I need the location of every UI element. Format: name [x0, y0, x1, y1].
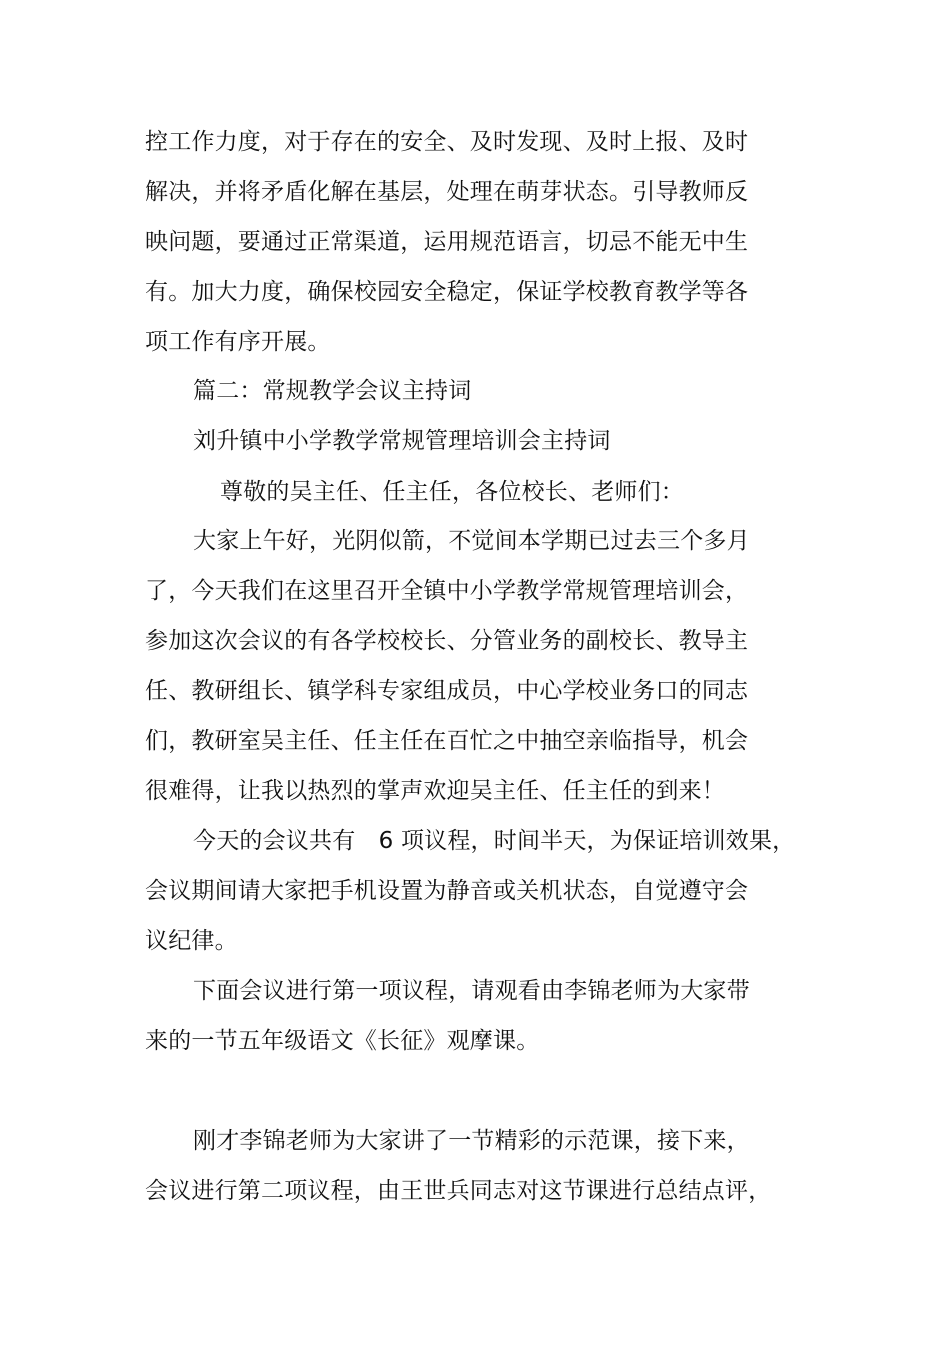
text-line: 今天的会议共有 6 项议程，时间半天，为保证培训效果，: [193, 828, 796, 854]
text-line: 任、教研组长、镇学科专家组成员，中心学校业务口的同志: [145, 678, 749, 704]
text-line: 有。加大力度，确保校园安全稳定，保证学校教育教学等各: [145, 279, 749, 305]
text-line: 大家上午好，光阴似箭，不觉间本学期已过去三个多月: [193, 528, 750, 554]
text-line: 下面会议进行第一项议程，请观看由李锦老师为大家带: [193, 978, 750, 1004]
salutation: 尊敬的吴主任、任主任，各位校长、老师们：: [220, 479, 684, 505]
text-line: 项工作有序开展。: [145, 329, 331, 355]
text-line: 会议期间请大家把手机设置为静音或关机状态，自觉遵守会: [145, 878, 749, 904]
text-line: 议纪律。: [145, 928, 238, 954]
text-line: 会议进行第二项议程，由王世兵同志对这节课进行总结点评，: [145, 1178, 772, 1204]
section-heading: 篇二：常规教学会议主持词: [193, 378, 472, 404]
text-line: 们，教研室吴主任、任主任在百忙之中抽空亲临指导，机会: [145, 728, 749, 754]
text-line: 解决，并将矛盾化解在基层，处理在萌芽状态。引导教师反: [145, 179, 749, 205]
text-line: 控工作力度，对于存在的安全、及时发现、及时上报、及时: [145, 129, 749, 155]
text-line: 了，今天我们在这里召开全镇中小学教学常规管理培训会，: [145, 578, 749, 604]
text-line: 来的一节五年级语文《长征》观摩课。: [145, 1028, 540, 1054]
text-line: 映问题，要通过正常渠道，运用规范语言，切忌不能无中生: [145, 229, 749, 255]
text-line: 刚才李锦老师为大家讲了一节精彩的示范课，接下来，: [193, 1128, 750, 1154]
document-title: 刘升镇中小学教学常规管理培训会主持词: [193, 428, 611, 454]
text-line: 很难得，让我以热烈的掌声欢迎吴主任、任主任的到来！: [145, 778, 725, 804]
text-line: 参加这次会议的有各学校校长、分管业务的副校长、教导主: [145, 628, 749, 654]
